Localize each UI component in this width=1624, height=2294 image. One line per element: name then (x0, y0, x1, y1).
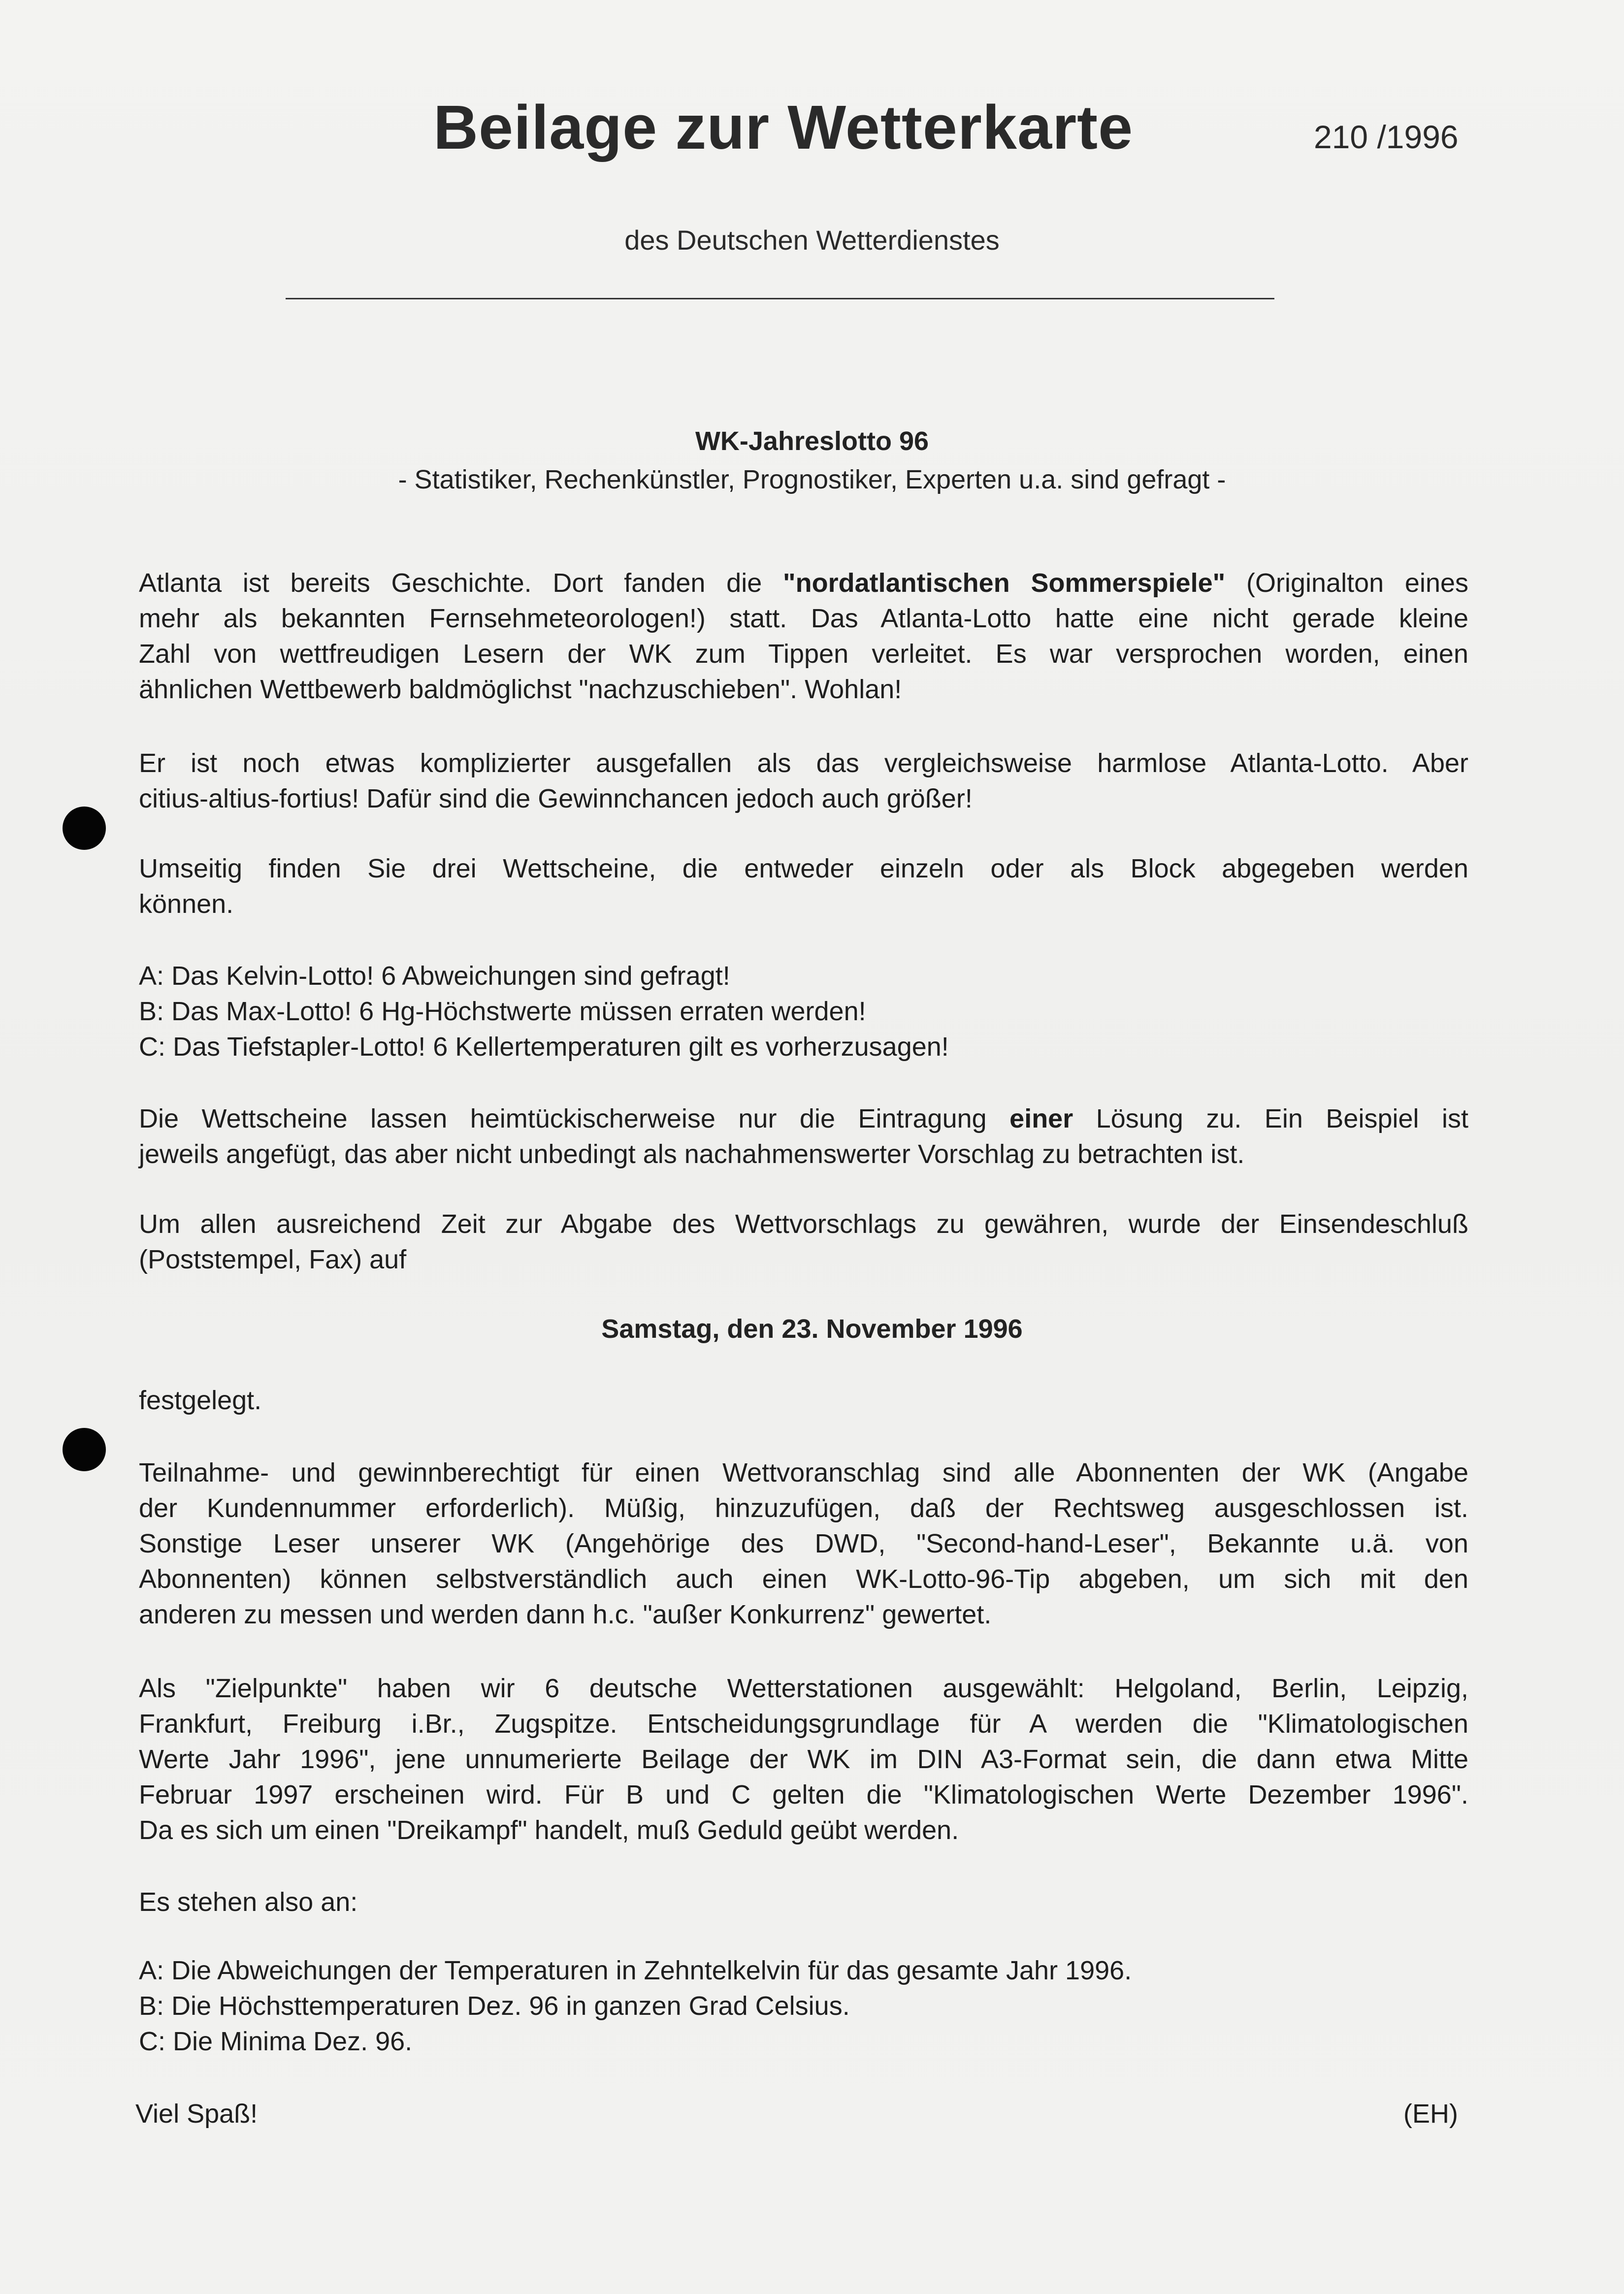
paragraph-eligibility (139, 1455, 1468, 1632)
paragraph-line: Es stehen also an: (139, 1887, 358, 1917)
paragraph-line: Da es sich um einen "Dreikampf" handelt, muß Geduld geübt werden. (139, 1815, 959, 1845)
list-item: C: Das Tiefstapler-Lotto! 6 Kellertemperaturen gilt es vorherzusagen! (139, 1032, 949, 1062)
punch-hole (63, 807, 106, 850)
list-item: A: Die Abweichungen der Temperaturen in Zehntelkelvin für das gesamte Jahr 1996. (139, 1956, 1132, 1985)
paragraph-deadline-intro (139, 1206, 1468, 1277)
text-run: (Originalton eines (1225, 568, 1469, 598)
paragraph-complexity (139, 745, 1468, 816)
paragraph-line: anderen zu messen und werden dann h.c. "außer Konkurrenz" gewertet. (139, 1600, 992, 1629)
paragraph-intro (139, 565, 1468, 707)
task-list (139, 1953, 1468, 2059)
paragraph-line: jeweils angefügt, das aber nicht unbedingt als nachahmenswerter Vorschlag zu betrachten ist. (139, 1139, 1245, 1169)
author-signature: (EH) (1403, 2099, 1458, 2129)
paragraph-line: Sonstige Leser unserer WK (Angehörige des DWD, "Second-hand-Leser", Bekannte u.ä. von (139, 1529, 1468, 1558)
closing-text: Viel Spaß! (135, 2099, 258, 2129)
paragraph-line: Um allen ausreichend Zeit zur Abgabe des Wettvorschlags zu gewähren, wurde der Einsendeschluß (139, 1209, 1468, 1239)
text-run: Atlanta ist bereits Geschichte. Dort fanden die (139, 568, 783, 598)
paragraph-line: Als "Zielpunkte" haben wir 6 deutsche Wetterstationen ausgewählt: Helgoland, Berlin, Leipzig, (139, 1674, 1468, 1703)
paragraph-line: mehr als bekannten Fernsehmeteorologen!) statt. Das Atlanta-Lotto hatte eine nicht gerade kleine (139, 604, 1468, 633)
deadline-date: Samstag, den 23. November 1996 (601, 1314, 1023, 1344)
paragraph-line: können. (139, 889, 234, 919)
paragraph-fixed (139, 1383, 1468, 1418)
paragraph-line: Zahl von wettfreudigen Lesern der WK zum Tippen verleitet. Es war versprochen worden, einen (139, 639, 1468, 669)
paragraph-line: Frankfurt, Freiburg i.Br., Zugspitze. Entscheidungsgrundlage für A werden die "Klimatologischen (139, 1709, 1468, 1739)
paragraph-tasks-intro (139, 1884, 1468, 1920)
paragraph-line: citius-altius-fortius! Dafür sind die Gewinnchancen jedoch auch größer! (139, 784, 973, 813)
issue-number: 210 /1996 (1314, 119, 1459, 155)
paragraph-line (139, 1101, 1468, 1136)
paragraph-line (139, 565, 1468, 601)
paragraph-line: ähnlichen Wettbewerb baldmöglichst "nachzuschieben". Wohlan! (139, 675, 902, 704)
punch-hole (63, 1428, 106, 1471)
paragraph-line: Werte Jahr 1996", jene unnumerierte Beilage der WK im DIN A3-Format sein, die dann etwa Mitte (139, 1745, 1468, 1774)
list-item: C: Die Minima Dez. 96. (139, 2027, 413, 2056)
paragraph-line: Abonnenten) können selbstverständlich auch einen WK-Lotto-96-Tip abgeben, um sich mit den (139, 1564, 1468, 1594)
article-tagline: - Statistiker, Rechenkünstler, Prognostiker, Experten u.a. sind gefragt - (398, 465, 1226, 494)
paragraph-target-stations (139, 1671, 1468, 1848)
header-divider (286, 298, 1274, 299)
paragraph-line: Februar 1997 erscheinen wird. Für B und C gelten die "Klimatologischen Werte Dezember 1996". (139, 1780, 1468, 1809)
text-run: Die Wettscheine lassen heimtückischerweise nur die Eintragung (139, 1104, 1010, 1133)
document-title: Beilage zur Wetterkarte (433, 93, 1134, 162)
paragraph-line: Teilnahme- und gewinnberechtigt für einen Wettvoranschlag sind alle Abonnenten der WK (Angabe (139, 1458, 1468, 1487)
paragraph-betting-slips (139, 851, 1468, 922)
paragraph-line: (Poststempel, Fax) auf (139, 1245, 407, 1274)
list-item: B: Das Max-Lotto! 6 Hg-Höchstwerte müssen erraten werden! (139, 997, 866, 1026)
paragraph-entry-rules (139, 1101, 1468, 1172)
article-headline: WK-Jahreslotto 96 (695, 426, 929, 456)
text-run: Lösung zu. Ein Beispiel ist (1073, 1104, 1468, 1133)
paragraph-line: festgelegt. (139, 1386, 262, 1415)
document-subtitle: des Deutschen Wetterdienstes (624, 225, 1000, 256)
emphasis-text: einer (1009, 1104, 1073, 1133)
emphasis-text: "nordatlantischen Sommerspiele" (783, 568, 1226, 598)
list-item: B: Die Höchsttemperaturen Dez. 96 in ganzen Grad Celsius. (139, 1991, 850, 2021)
lotto-list (139, 958, 1468, 1065)
paragraph-line: Er ist noch etwas komplizierter ausgefallen als das vergleichsweise harmlose Atlanta-Lotto. Aber (139, 748, 1468, 778)
paragraph-line: Umseitig finden Sie drei Wettscheine, die entweder einzeln oder als Block abgegeben werden (139, 854, 1468, 883)
paragraph-line: der Kundennummer erforderlich). Müßig, hinzuzufügen, daß der Rechtsweg ausgeschlossen ist. (139, 1493, 1468, 1523)
list-item: A: Das Kelvin-Lotto! 6 Abweichungen sind gefragt! (139, 961, 730, 991)
